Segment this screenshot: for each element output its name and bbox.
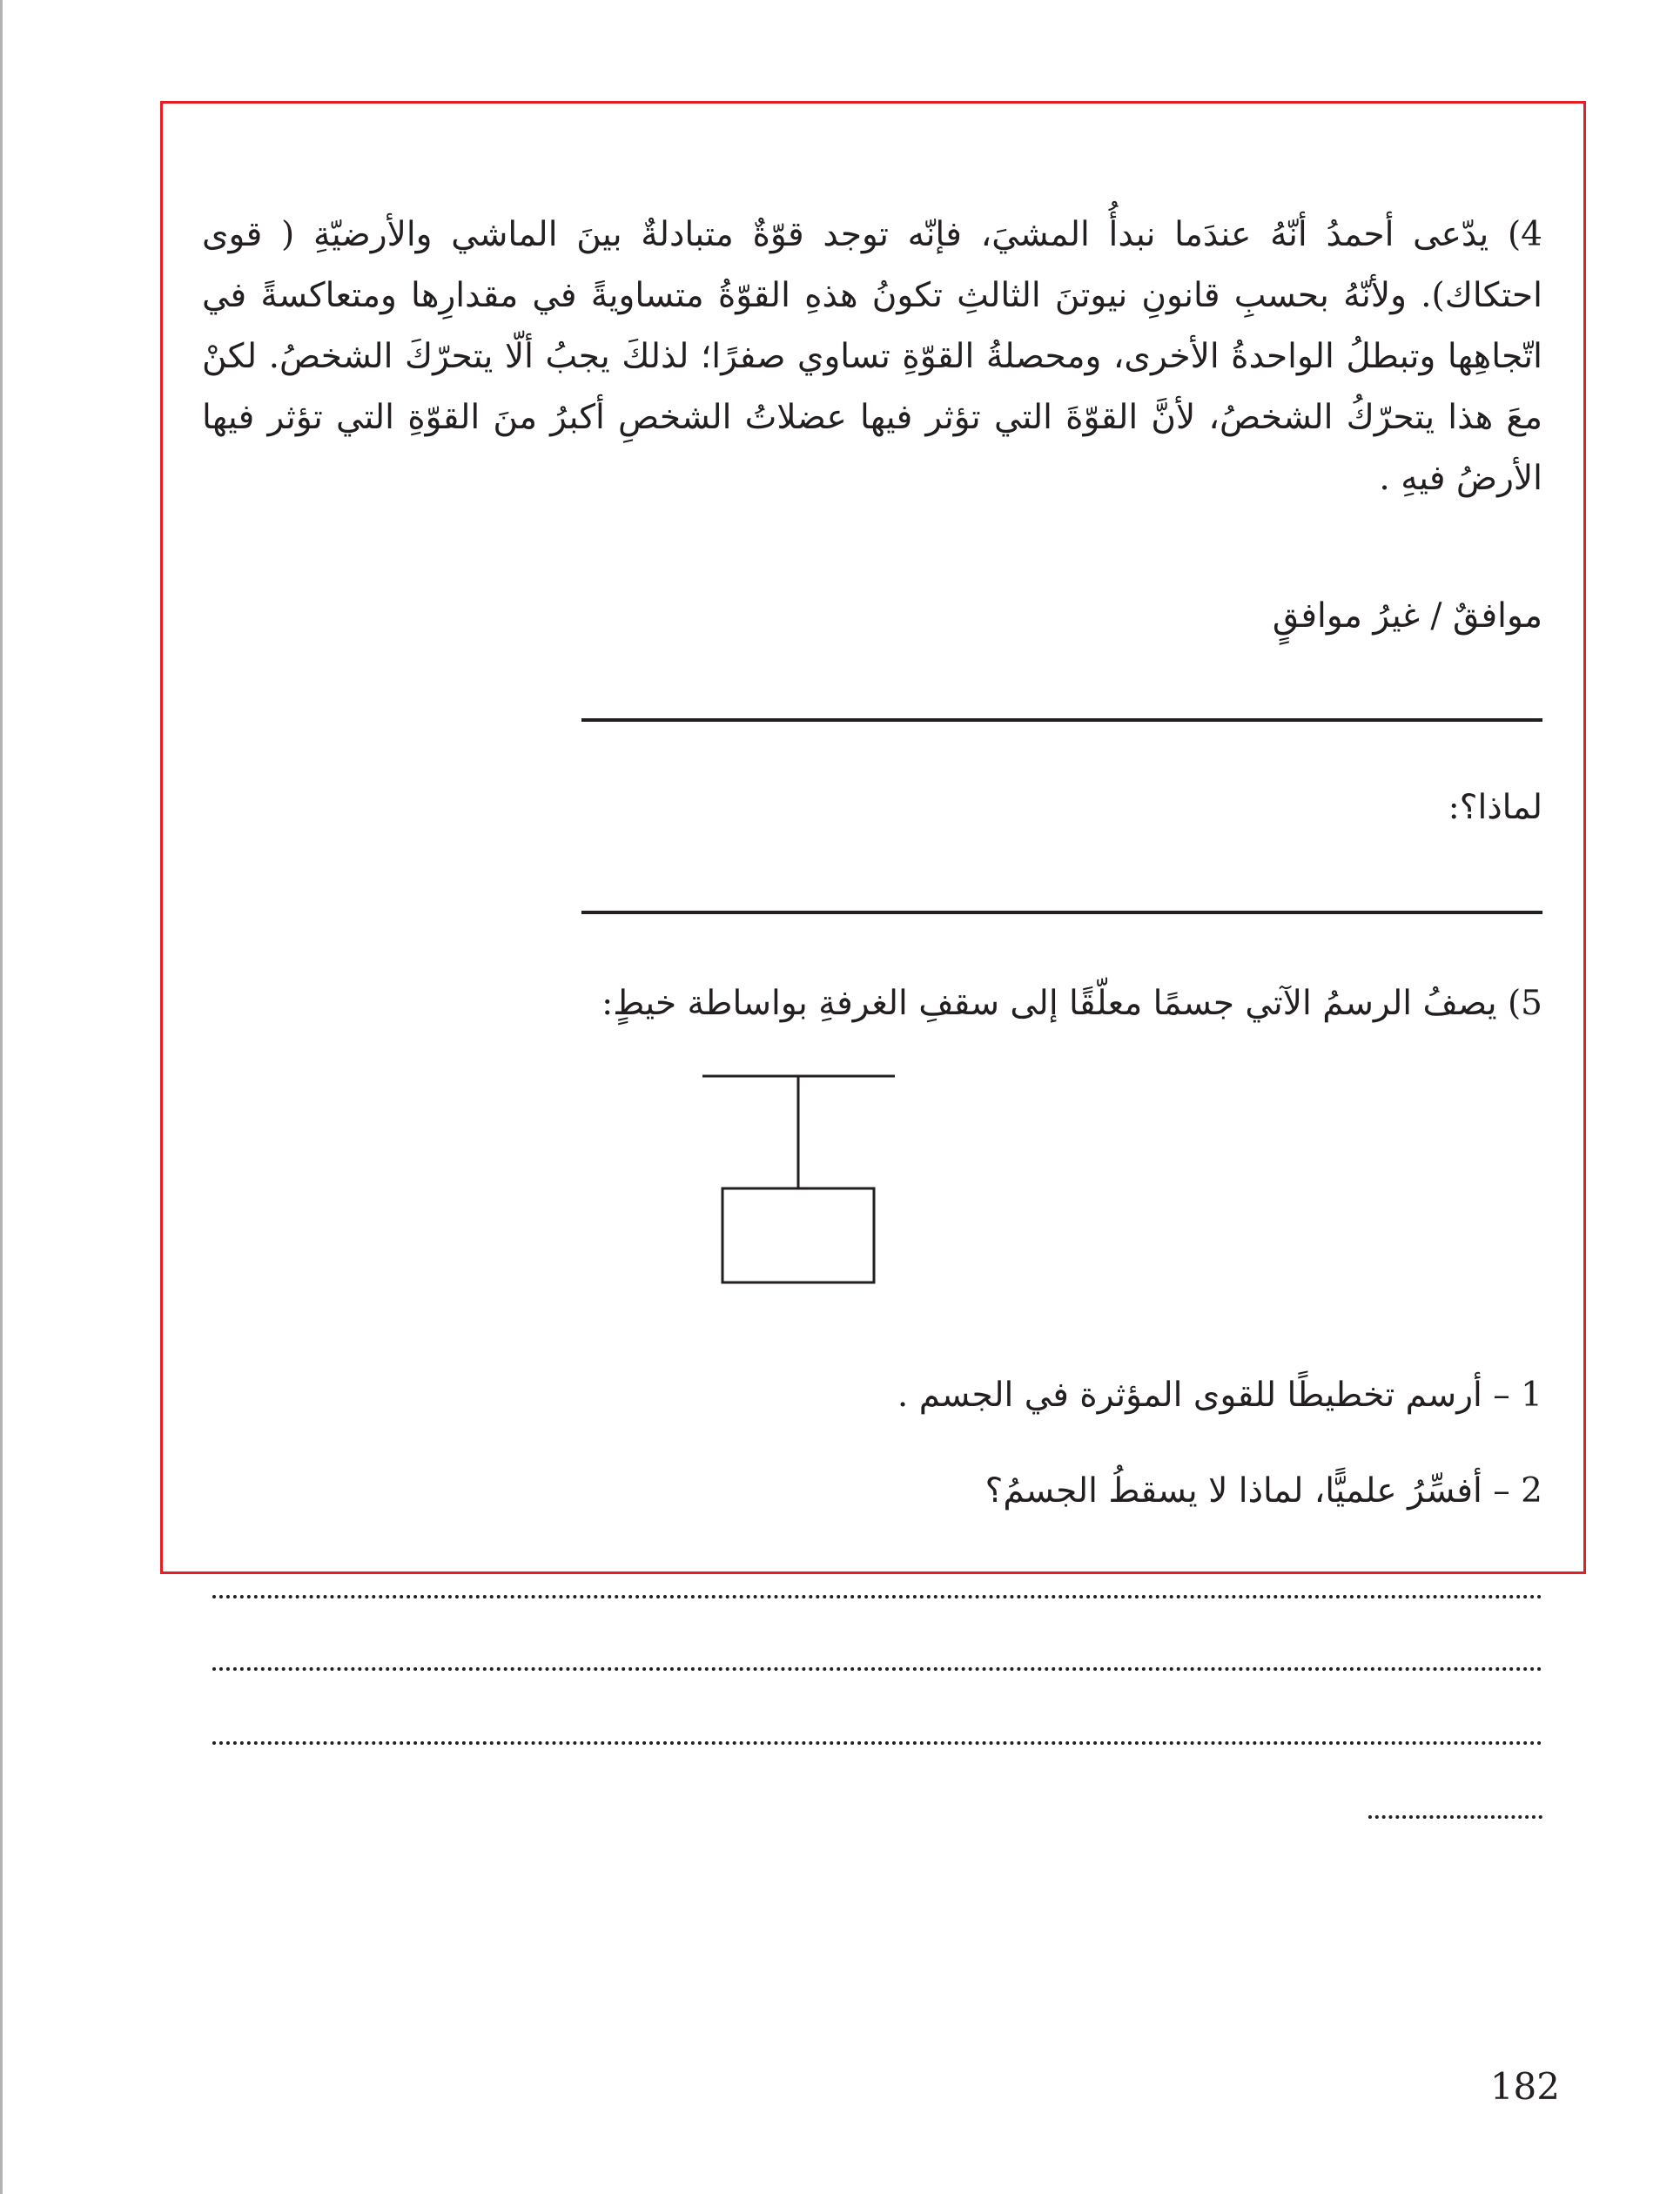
question-5-text: 5) يصفُ الرسمُ الآتي جسمًا معلّقًا إلى سقفِ الغرفةِ بواساطة خيطٍ:: [601, 984, 1542, 1023]
dotted-answer-line-4[interactable]: [1368, 1815, 1542, 1819]
sub-question-2: 2 – أفسِّرُ علميًّا، لماذا لا يسقطُ الجسمُ؟: [984, 1471, 1542, 1511]
agree-disagree-options: موافقٌ / غيرُ موافقٍ: [1272, 596, 1542, 636]
question-4-text: 4) يدّعى أحمدُ أنّهُ عندَما نبدأُ المشيَ، فإنّه توجد قوّةٌ متبادلةٌ بينَ الماشي والأرضيّةِ ( قوى احتكاك). ولأنّهُ بحسبِ قانونِ نيوتنَ الثالثِ تكونُ هذهِ القوّةُ متساويةً في مقدارِها ومتعاكسةً في اتّجاهِها وتبطلُ الواحدةُ الأخرى، ومحصلةُ القوّةِ تساوي صفرًا؛ لذلكَ يجبُ ألّا يتحرّكَ الشخصُ. لكنْ معَ هذا يتحرّكُ الشخصُ، لأنَّ القوّةَ التي تؤثر فيها عضلاتُ الشخصِ أكبرُ منَ القوّةِ التي تؤثر فيها الأرضُ فيهِ .: [202, 215, 1542, 498]
hanging-object-diagram: [696, 1067, 905, 1293]
answer-line-2[interactable]: [581, 911, 1542, 914]
dotted-answer-line-2[interactable]: [212, 1667, 1542, 1671]
sub-question-1: 1 – أرسم تخطيطًا للقوى المؤثرة في الجسم .: [897, 1376, 1542, 1415]
dotted-answer-line-3[interactable]: [212, 1741, 1542, 1745]
page-edge-rule: [0, 0, 3, 2194]
page-number: 182: [1489, 2065, 1560, 2108]
answer-line-1[interactable]: [581, 718, 1542, 722]
dotted-answer-line-1[interactable]: [212, 1595, 1542, 1598]
hanging-box: [722, 1188, 874, 1282]
why-label: لماذا؟:: [1448, 788, 1542, 827]
